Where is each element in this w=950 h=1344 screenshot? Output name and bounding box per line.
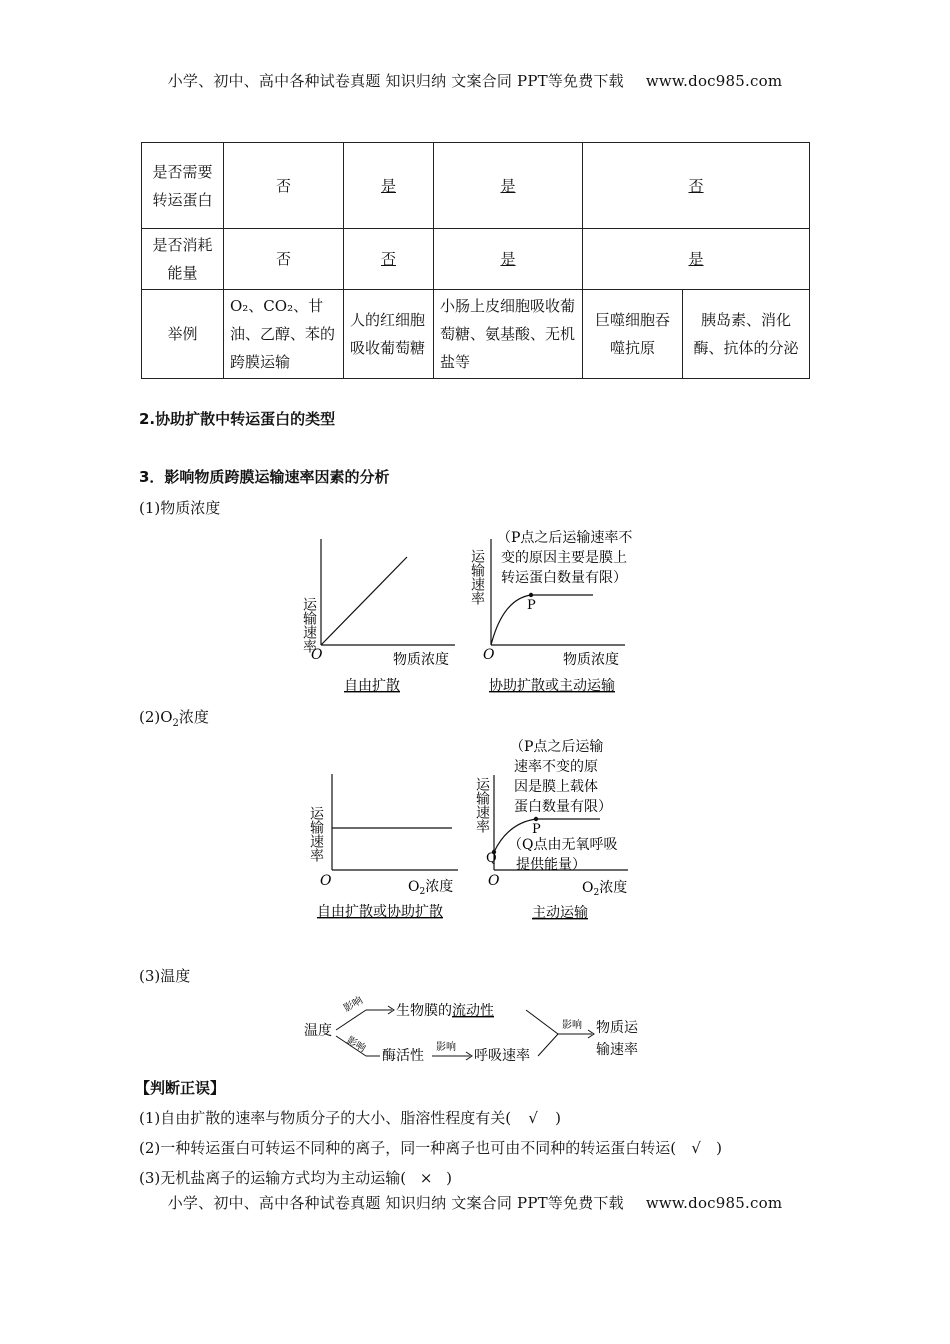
y-axis-label: 运输速率 [308,806,324,862]
row-label: 是否消耗能量 [142,229,224,290]
note-line: （P点之后运输 [510,739,604,755]
x-axis-label [582,879,627,898]
table-cell: 否 [224,143,344,229]
note-line: 变的原因主要是膜上 [501,550,627,566]
x-axis-prefix: O [408,879,420,895]
temp-result-line2: 输速率 [596,1042,638,1058]
section-2-title: 2.协助扩散中转运蛋白的类型 [139,410,336,428]
graph-caption: 自由扩散或协助扩散 [317,904,443,920]
judge-item-mark: √ [528,1109,538,1127]
answer-text: 是 [380,176,396,195]
table-cell: 否 [224,229,344,290]
point-p-label: P [527,598,536,613]
judge-item-mark: × [419,1169,433,1187]
y-axis-label: 运输速率 [301,597,317,653]
x-axis-suffix: 浓度 [599,880,628,896]
x-axis-label: 物质浓度 [563,652,619,668]
note-line: 蛋白数量有限） [514,799,612,815]
note-line: （P点之后运输速率不 [497,530,633,546]
section-3-title: 3．影响物质跨膜运输速率因素的分析 [139,468,390,486]
graph-facilitated-conc [469,525,655,700]
table-cell [434,229,583,290]
subsection-2-sub: 2 [172,718,179,729]
graph-active-o2 [474,735,658,925]
table-cell: 人的红细胞吸收葡萄糖 [344,290,434,379]
rate-curve [491,595,593,645]
subsection-3-title: (3)温度 [139,967,191,985]
table-row [142,290,810,379]
subsection-2-title [139,706,209,729]
header-url[interactable]: www.doc985.com [645,72,783,90]
judge-item [139,1167,452,1188]
row-label: 举例 [142,290,224,379]
point-p-marker [534,817,538,821]
origin-label: O [488,873,500,889]
table-cell: 巨噬细胞吞噬抗原 [583,290,683,379]
graph-free-diffusion-o2 [308,770,478,925]
x-axis-prefix: O [582,880,594,896]
temp-top [396,1002,494,1019]
temp-resp: 呼吸速率 [474,1048,530,1064]
judge-item-end: ) [446,1169,452,1187]
table-row [142,143,810,229]
point-p-marker [529,593,533,597]
table-cell: O₂、CO₂、甘油、乙醇、苯的跨膜运输 [224,290,344,379]
answer-text: 是 [500,250,516,268]
judge-item [139,1137,722,1158]
note-line: 转运蛋白数量有限） [501,570,627,586]
graph-caption: 自由扩散 [344,678,400,694]
judge-item-end: ) [555,1109,561,1127]
rate-line [321,557,407,645]
merge-line [538,1034,558,1056]
y-axis-label: 运输速率 [474,777,490,833]
judge-item-text: (2)一种转运蛋白可转运不同种的离子，同一种离子也可由不同种的转运蛋白转运( [139,1139,677,1157]
temperature-effect-diagram [300,990,660,1070]
note-line: 因是膜上载体 [514,779,598,795]
footer-text: 小学、初中、高中各种试卷真题 知识归纳 文案合同 PPT等免费下载 [167,1194,624,1212]
affect-label: 影响 [342,995,365,1015]
judge-item [139,1107,561,1128]
point-p-label: P [532,822,541,837]
x-axis-sub: 2 [593,888,600,898]
origin-label: O [483,647,495,663]
x-axis-suffix: 浓度 [425,879,454,895]
answer-text: 是 [500,176,516,195]
x-axis-sub: 2 [419,887,426,897]
answer-text: 否 [688,176,704,195]
judge-title: 【判断正误】 [135,1079,226,1097]
table-cell [583,229,810,290]
table-cell [344,229,434,290]
table-cell: 胰岛素、消化酶、抗体的分泌 [683,290,810,379]
origin-label: O [320,873,332,889]
table-cell [434,143,583,229]
answer-text: 否 [380,250,396,268]
judge-item-text: (3)无机盐离子的运输方式均为主动运输( [139,1169,407,1187]
merge-line [526,1010,558,1034]
subsection-2-suffix: 浓度 [178,708,209,726]
table-row [142,229,810,290]
subsection-1-title: (1)物质浓度 [139,499,221,517]
row-label: 是否需要转运蛋白 [142,143,224,229]
graph-caption: 主动运输 [532,905,588,921]
affect-label: 影响 [436,1042,456,1053]
page-footer [0,1192,950,1213]
table-cell [344,143,434,229]
page-header [0,70,950,91]
temp-result-line1: 物质运 [596,1020,638,1036]
origin-label: O [311,647,323,663]
subsection-2-prefix: (2)O [139,708,173,726]
note-q-line: 提供能量） [516,857,586,873]
table-cell [583,143,810,229]
footer-url[interactable]: www.doc985.com [645,1194,783,1212]
judge-item-end: ) [716,1139,722,1157]
table-cell: 小肠上皮细胞吸收葡萄糖、氨基酸、无机盐等 [434,290,583,379]
temp-top-underlined: 流动性 [452,1003,494,1019]
x-axis-label: 物质浓度 [393,652,449,668]
temp-enzyme: 酶活性 [382,1048,424,1064]
affect-label: 影响 [344,1035,368,1055]
graph-caption: 协助扩散或主动运输 [489,678,615,694]
y-axis-label: 运输速率 [469,549,485,605]
graph-free-diffusion-conc [295,535,470,700]
temp-start: 温度 [304,1023,332,1039]
answer-text: 是 [688,250,704,268]
note-line: 速率不变的原 [514,759,598,775]
point-q-label: Q [486,851,497,866]
affect-label: 影响 [562,1020,582,1031]
temp-top-prefix: 生物膜的 [396,1003,452,1019]
transport-comparison-table [141,142,810,379]
note-q-line: （Q点由无氧呼吸 [508,837,618,853]
x-axis-label [408,878,453,897]
judge-item-mark: √ [691,1139,701,1157]
judge-item-text: (1)自由扩散的速率与物质分子的大小、脂溶性程度有关( [139,1109,512,1127]
header-text: 小学、初中、高中各种试卷真题 知识归纳 文案合同 PPT等免费下载 [167,72,624,90]
branch-line [336,1010,366,1030]
